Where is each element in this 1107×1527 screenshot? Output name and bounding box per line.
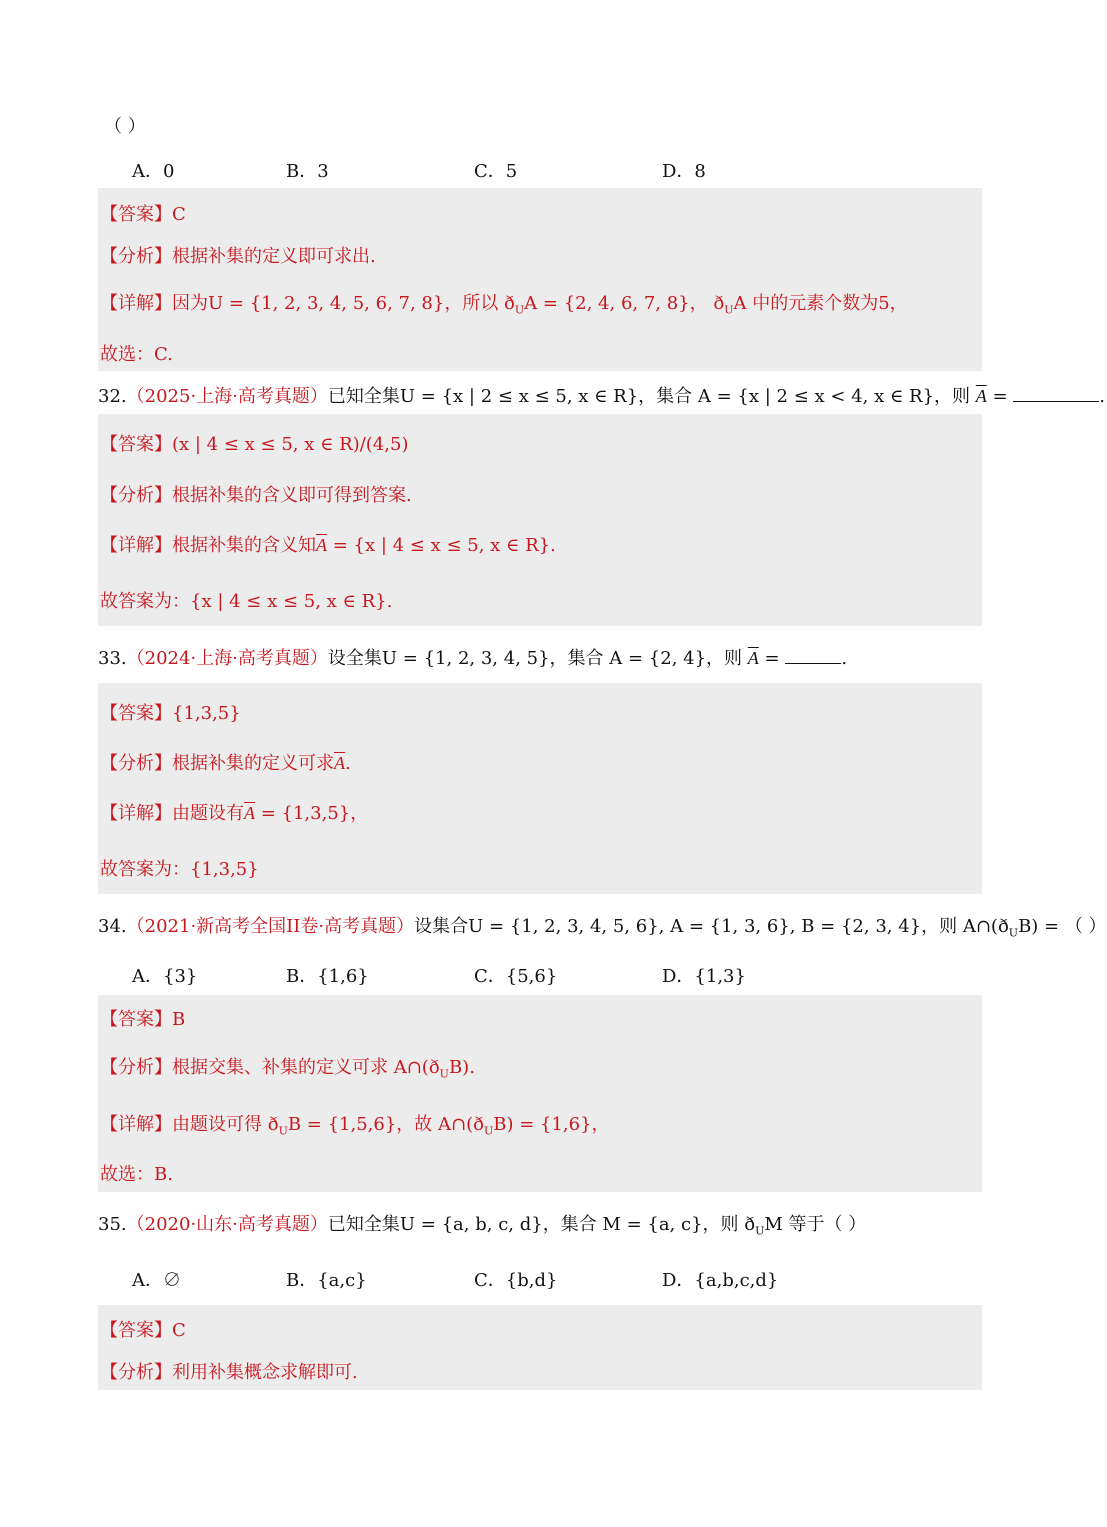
complement-a: $\overline{A}$ (244, 803, 255, 823)
option-b: B．{1,6} (286, 966, 369, 987)
question-text: 设全集U = {1, 2, 3, 4, 5}，集合 A = {2, 4}，则 (327, 648, 743, 669)
equals: = (986, 386, 1014, 407)
detail-line (98, 289, 908, 317)
option-c: C．{5,6} (474, 966, 558, 987)
subscript: U (1008, 926, 1019, 940)
option-c: C．5 (474, 161, 518, 182)
option-d: D．8 (662, 161, 706, 182)
conclusion-line: 故答案为：{1,3,5} (100, 859, 259, 880)
option-a: A．∅ (132, 1270, 181, 1291)
answer-block-31 (98, 188, 982, 371)
answer-block-34 (98, 995, 982, 1192)
question-paren: （ ） (104, 116, 146, 137)
answer-line: 【答案】C (100, 204, 186, 225)
detail-text: 【详解】根据补集的含义知 (100, 535, 316, 556)
question-source: （2020·山东·高考真题） (126, 1214, 328, 1235)
question-33 (98, 644, 847, 670)
answer-line: 【答案】B (100, 1009, 186, 1030)
detail-text-end: A 中的元素个数为5， (733, 293, 908, 314)
detail-text: 【详解】由题设有 (100, 803, 244, 824)
answer-block-35 (98, 1305, 982, 1390)
question-32 (98, 382, 1105, 408)
answer-line: 【答案】{1,3,5} (100, 703, 241, 724)
detail-line (98, 1110, 610, 1138)
question-source: （2025·上海·高考真题） (126, 386, 328, 407)
option-d: D．{1,3} (662, 966, 746, 987)
detail-text-rest: A = {2, 4, 6, 7, 8}， ð (524, 293, 725, 314)
question-tail: B) = （ ） (1018, 916, 1107, 937)
equals: = (758, 648, 786, 669)
question-number: 34. (98, 916, 127, 937)
complement-a: $\overline{A}$ (334, 753, 345, 773)
analysis-line (98, 1053, 475, 1081)
question-text: 设集合U = {1, 2, 3, 4, 5, 6}, A = {1, 3, 6}, B = {2, 3, 4}，则 A∩(ð (414, 916, 1009, 937)
question-number: 32. (98, 386, 127, 407)
period: . (841, 648, 848, 669)
question-text: 已知全集U = {a, b, c, d}，集合 M = {a, c}，则 ð (327, 1214, 756, 1235)
analysis-line: 【分析】根据补集的定义即可求出. (100, 246, 376, 267)
option-b: B．{a,c} (286, 1270, 367, 1291)
analysis-end: B). (448, 1057, 475, 1078)
option-a: A．0 (132, 161, 175, 182)
answer-line: 【答案】(x | 4 ≤ x ≤ 5, x ∈ R)/(4,5) (100, 434, 409, 455)
question-35 (98, 1210, 866, 1238)
subscript: U (439, 1067, 449, 1081)
question-34 (98, 912, 1107, 940)
analysis-line: 【分析】利用补集概念求解即可. (100, 1362, 358, 1383)
complement-a: $\overline{A}$ (747, 648, 759, 668)
question-number: 35. (98, 1214, 127, 1235)
analysis-line (98, 749, 351, 775)
analysis-text: 【分析】根据交集、补集的定义可求 A∩(ð (100, 1057, 440, 1078)
conclusion-line: 故选：C. (100, 344, 173, 365)
detail-text-rest: = {1,3,5}， (255, 803, 369, 824)
detail-line (98, 531, 556, 557)
conclusion-line: 故选：B. (100, 1164, 173, 1185)
detail-text: 【详解】由题设可得 ð (100, 1114, 279, 1135)
detail-text-mid: B = {1,5,6}，故 A∩(ð (287, 1114, 484, 1135)
subscript: U (755, 1224, 765, 1238)
detail-text-rest: = {x | 4 ≤ x ≤ 5, x ∈ R}. (327, 535, 556, 556)
question-tail: M 等于（ ） (764, 1214, 867, 1235)
question-number: 33. (98, 648, 127, 669)
detail-line (98, 799, 368, 825)
question-source: （2021·新高考全国II卷·高考真题） (126, 916, 415, 937)
answer-line: 【答案】C (100, 1320, 186, 1341)
question-source: （2024·上海·高考真题） (126, 648, 328, 669)
period: . (1099, 386, 1106, 407)
option-d: D．{a,b,c,d} (662, 1270, 779, 1291)
detail-text-end: B) = {1,6}， (493, 1114, 610, 1135)
conclusion-line: 故答案为：{x | 4 ≤ x ≤ 5, x ∈ R}. (100, 591, 393, 612)
analysis-text: 【分析】根据补集的定义可求 (100, 753, 334, 774)
option-c: C．{b,d} (474, 1270, 558, 1291)
answer-blank[interactable] (1013, 401, 1099, 402)
analysis-line: 【分析】根据补集的含义即可得到答案. (100, 485, 412, 506)
option-b: B．3 (286, 161, 329, 182)
detail-text: 【详解】因为U = {1, 2, 3, 4, 5, 6, 7, 8}，所以 ð (100, 293, 515, 314)
answer-block-33 (98, 683, 982, 894)
subscript: U (724, 303, 734, 317)
question-text: 已知全集U = {x | 2 ≤ x ≤ 5, x ∈ R}，集合 A = {x | 2 ≤ x < 4, x ∈ R}，则 (327, 386, 971, 407)
answer-blank[interactable] (785, 663, 841, 664)
option-a: A．{3} (132, 966, 198, 987)
subscript: U (514, 303, 525, 317)
subscript: U (278, 1124, 288, 1138)
subscript: U (483, 1124, 494, 1138)
complement-a: $\overline{A}$ (975, 386, 987, 406)
complement-a: $\overline{A}$ (316, 535, 327, 555)
analysis-end: . (345, 753, 351, 774)
answer-block-32 (98, 414, 982, 626)
